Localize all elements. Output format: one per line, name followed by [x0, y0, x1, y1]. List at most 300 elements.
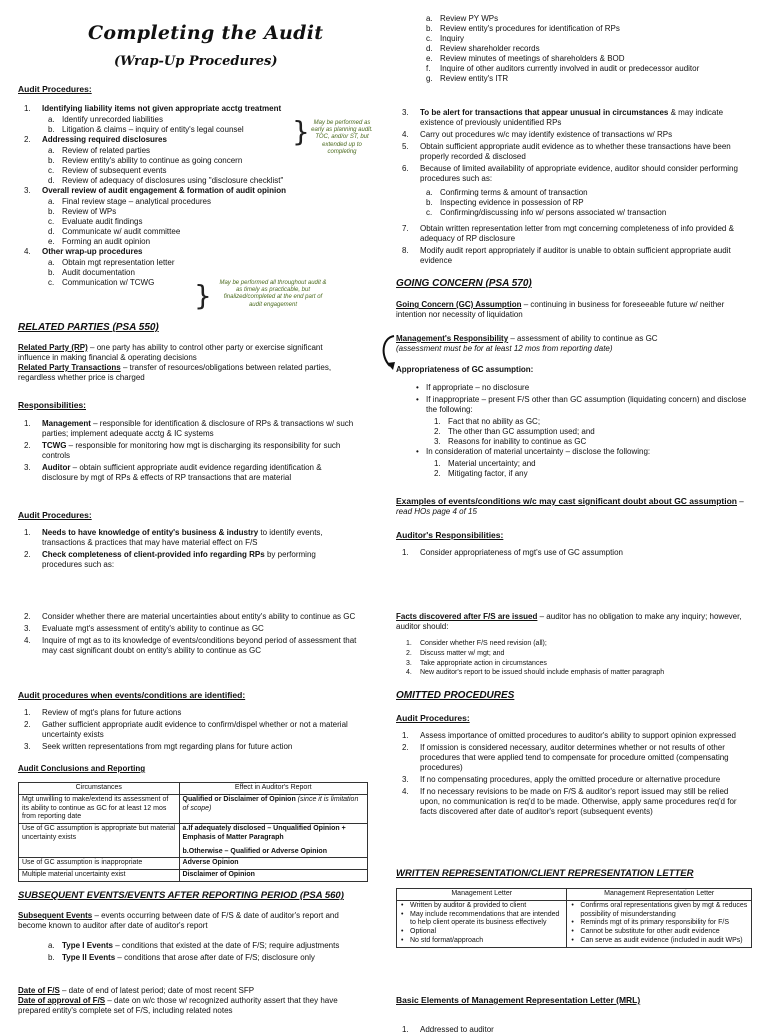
facts-discovered-list [396, 640, 748, 679]
document-subtitle: (Wrap-Up Procedures) [114, 54, 278, 69]
item-number: 3. [24, 624, 31, 633]
sub-list-item [18, 146, 298, 156]
document-title: Completing the Audit [88, 22, 324, 44]
bullet-icon: • [571, 901, 574, 909]
item-number: 3. [24, 463, 31, 472]
item-bold-text: Type I Events [62, 941, 113, 950]
item-letter: b. [48, 268, 55, 277]
list-item [18, 419, 358, 439]
list-item [18, 612, 358, 622]
table-row [19, 858, 368, 870]
list-item [396, 224, 748, 244]
sub-list-item [18, 217, 298, 227]
sub-list-item [396, 198, 748, 208]
item-number: 1. [406, 640, 412, 647]
rp-procedures-more [396, 108, 748, 186]
item-text: Because of limited availability of appropriate evidence, auditor should consider performing procedures such as: [420, 164, 738, 183]
item-text: Review minutes of meetings of shareholders & BOD [440, 54, 625, 63]
table-cell-note: (since it is limitation of scope) [182, 795, 359, 812]
table-header: Management Representation Letter [567, 889, 752, 901]
bullet-icon: • [571, 928, 574, 935]
item-letter: a. [48, 941, 55, 950]
item-text: Communicate w/ audit committee [62, 227, 181, 236]
representation-table [396, 888, 752, 948]
item-letter: c. [48, 278, 55, 287]
item-text: Other wrap-up procedures [42, 247, 143, 256]
responsibilities-list [18, 419, 358, 485]
audit-procedures-list-2 [18, 528, 358, 572]
table-bullet-item [570, 902, 748, 920]
item-bold-text: Management [42, 419, 91, 428]
item-letter: b. [426, 198, 433, 207]
item-text: Addressed to auditor [420, 1025, 494, 1034]
item-text: Final review stage – analytical procedures [62, 197, 211, 206]
item-text: Litigation & claims – inquiry of entity's legal counsel [62, 125, 244, 134]
bullet-icon: • [416, 447, 419, 456]
written-representation-heading: WRITTEN REPRESENTATION/CLIENT REPRESENTATION LETTER [396, 868, 694, 879]
item-text: Cannot be substitute for other audit evidence [580, 928, 720, 935]
sub-list-item [396, 417, 748, 427]
right-column [396, 0, 752, 1034]
sub-list-item [396, 459, 748, 469]
table-row [19, 870, 368, 882]
item-text: Review shareholder records [440, 44, 540, 53]
item-bold-text: Check completeness of client-provided info regarding RPs [42, 550, 265, 559]
rp-def: – one party has ability to control other party or exercise significant influence in making financial & operating decisions [18, 343, 323, 362]
item-number: 1. [24, 419, 31, 428]
item-text: If inappropriate – present F/S other than GC assumption (liquidating concern) and disclose the following: [426, 395, 747, 414]
item-letter: c. [48, 166, 55, 175]
list-item [18, 941, 363, 951]
sub-list-item [396, 24, 746, 34]
table-cell: Mgt unwilling to make/extend its assessment of its ability to continue as GC for at least 12 mos from reporting date [19, 794, 180, 823]
examples-term: Examples of events/conditions w/c may cast significant doubt about GC assumption [396, 496, 738, 506]
examples-note: – read HOs page 4 of 15 [396, 497, 744, 516]
item-number: 1. [402, 731, 409, 740]
responsibilities-heading: Responsibilities: [18, 400, 87, 410]
item-letter: a. [48, 197, 55, 206]
list-item [396, 108, 748, 128]
item-number: 3. [402, 108, 409, 117]
item-letter: c. [48, 217, 55, 226]
bullet-item [396, 447, 748, 457]
item-text: Written by auditor & provided to client [410, 901, 527, 909]
sub-list-item [18, 166, 298, 176]
rpt-def: – transfer of resources/obligations between related parties, regardless whether price is charged [18, 363, 332, 382]
item-text: Communication w/ TCWG [62, 278, 155, 287]
item-text: Review of WPs [62, 207, 117, 216]
item-letter: d. [48, 176, 55, 185]
omitted-procedures-heading: OMITTED PROCEDURES [396, 690, 515, 701]
bullet-icon: • [401, 901, 404, 909]
table-cell: Multiple material uncertainty exist [19, 870, 180, 882]
auditors-responsibility-item [396, 548, 760, 558]
item-text: Consider whether F/S need revision (all); [420, 640, 547, 647]
omitted-audit-procedures-heading: Audit Procedures: [396, 713, 470, 723]
sub-list-item [18, 237, 298, 247]
table-header: Effect in Auditor's Report [179, 783, 367, 795]
list-item [18, 742, 358, 752]
item-letter: a. [48, 146, 55, 155]
item-number: 1. [402, 548, 409, 557]
list-item [396, 164, 748, 184]
list-item [18, 528, 358, 548]
item-text: Identify unrecorded liabilities [62, 115, 163, 124]
sub-list-item [18, 197, 298, 207]
bullet-icon: • [416, 383, 419, 392]
item-number: 2. [24, 612, 31, 621]
wrapup-list [18, 104, 298, 288]
sub-list-item [18, 115, 298, 125]
item-text: – obtain sufficient appropriate audit evidence regarding identification & disclosure by mgt of RPs & effects of RP transactions that are material [42, 463, 322, 482]
item-number: 3. [402, 775, 409, 784]
item-letter: d. [426, 44, 433, 53]
mr-term: Management's Responsibility [396, 334, 509, 343]
list-item [396, 731, 748, 741]
item-text: If no necessary revisions to be made on F/S & auditor's report issued may still be relied upon, no communication is req'd to be made. Otherwise, apply same procedures req'd for facts discovered after date of auditor's report (subsequent events) [420, 787, 737, 816]
table-row [19, 794, 368, 823]
item-text: by performing procedures such as: [42, 550, 316, 569]
table-bullet-item [570, 937, 748, 946]
item-text: Discuss matter w/ mgt; and [420, 649, 505, 657]
table-cell-strong: b.Otherwise – Qualified or Adverse Opinion [182, 847, 327, 855]
item-text: Obtain sufficient appropriate audit evidence as to whether these transactions have been properly recorded & disclosed [420, 142, 731, 161]
list-item [396, 775, 748, 785]
item-text: Review entity's procedures for identification of RPs [440, 24, 620, 33]
sub-list-item [18, 268, 298, 278]
item-letter: f. [426, 64, 431, 73]
item-letter: b. [48, 156, 55, 165]
list-item [18, 135, 298, 145]
table-header: Management Letter [397, 889, 567, 901]
item-number: 7. [402, 224, 409, 233]
table-bullet-item [400, 902, 563, 911]
mr-def: – assessment of ability to continue as GC [508, 334, 658, 343]
omitted-procedures-list [396, 731, 748, 819]
item-text: Review of related parties [62, 146, 151, 155]
table-row [19, 824, 368, 858]
item-letter: c. [426, 34, 433, 43]
subsequent-events-definition [18, 911, 363, 931]
list-item [396, 669, 748, 678]
sub-list-item [18, 125, 298, 135]
item-text: Gather sufficient appropriate audit evidence to confirm/dispel whether or not a material uncertainty exists [42, 720, 348, 739]
sub-list-item [396, 54, 746, 64]
item-letter: e. [426, 54, 433, 63]
item-text: Assess importance of omitted procedures to auditor's ability to support opinion expressed [420, 731, 736, 740]
audit-conclusions-heading: Audit Conclusions and Reporting [18, 764, 146, 773]
item-bold-text: TCWG [42, 441, 67, 450]
item-text: Review of adequacy of disclosures using "disclosure checklist" [62, 176, 284, 185]
facts-discovered [396, 612, 748, 632]
table-cell: Adverse Opinion [179, 858, 367, 870]
dates-definitions [18, 986, 363, 1016]
sub-list-item [396, 74, 746, 84]
list-item [18, 720, 358, 740]
item-text: If omission is considered necessary, auditor determines whether or not results of other procedures that were applied tend to compensate for procedure omitted (compensating procedures) [420, 743, 729, 772]
audit-procedures-events-list [18, 708, 358, 754]
table-cell: Use of GC assumption is appropriate but material uncertainty exists [19, 824, 180, 858]
sub-list-item [396, 64, 746, 74]
item-number: 2. [434, 469, 441, 478]
auditors-responsibilities-heading: Auditor's Responsibilities: [396, 530, 504, 540]
item-text: Can serve as audit evidence (included in audit WPs) [580, 936, 743, 944]
table-cell [179, 824, 367, 858]
brace-icon: } [292, 115, 310, 148]
item-text: Review of mgt's plans for future actions [42, 708, 182, 717]
brace-icon: } [194, 279, 212, 312]
audit-procedures-events-heading: Audit procedures when events/conditions are identified: [18, 690, 246, 700]
item-letter: b. [426, 24, 433, 33]
item-number: 4. [24, 636, 31, 645]
list-item [396, 650, 748, 659]
item-text: Review PY WPs [440, 14, 499, 23]
item-number: 8. [402, 246, 409, 255]
audit-procedures-heading-2: Audit Procedures: [18, 510, 92, 520]
mrl-heading: Basic Elements of Management Representation Letter (MRL) [396, 995, 641, 1005]
bullet-item [396, 383, 748, 393]
sub-list-item [396, 44, 746, 54]
item-number: 5. [402, 142, 409, 151]
item-text: Review of subsequent events [62, 166, 167, 175]
item-bold-text: To be alert for transactions that appear unusual in circumstances [420, 108, 669, 117]
item-text: Optional [410, 928, 437, 935]
item-text: Inquire of other auditors currently involved in audit or predecessor auditor [440, 64, 700, 73]
item-number: 4. [24, 247, 31, 256]
rp-procedures-six-subs [396, 188, 748, 218]
going-concern-heading: GOING CONCERN (PSA 570) [396, 278, 532, 289]
item-text: – conditions that arose after date of F/S; disclosure only [115, 953, 315, 962]
fd-term: Facts discovered after F/S are issued [396, 612, 538, 621]
bullet-icon: • [416, 395, 419, 404]
gc-def: – continuing in business for foreseeable future w/ neither intention nor necessity of liquidation [396, 300, 725, 319]
list-item [396, 787, 748, 817]
item-number: 1. [24, 528, 31, 537]
item-number: 1. [434, 459, 441, 468]
item-number: 1. [24, 104, 31, 113]
list-item [18, 463, 358, 483]
item-text: Forming an audit opinion [62, 237, 151, 246]
item-text: Review entity's ability to continue as going concern [62, 156, 243, 165]
item-text: Review entity's ITR [440, 74, 509, 83]
item-text: Seek written representations from mgt regarding plans for future action [42, 742, 293, 751]
list-item [18, 104, 298, 114]
item-text: Obtain mgt representation letter [62, 258, 175, 267]
item-text: Evaluate audit findings [62, 217, 143, 226]
item-number: 1. [24, 708, 31, 717]
item-number: 4. [402, 130, 409, 139]
item-text: Consider whether there are material uncertainties about entity's ability to continue as GC [42, 612, 356, 621]
se-def: – events occurring between date of F/S & date of auditor's report and become known to auditor after date of auditor's report [18, 911, 339, 930]
item-number: 2. [24, 135, 31, 144]
item-number: 3. [406, 659, 412, 667]
item-text: If appropriate – no disclosure [426, 383, 530, 392]
table-cell [567, 900, 752, 947]
date-approval-def: – date on w/c those w/ recognized authority assert that they have prepared entity's complete set of F/S, including related notes [18, 996, 338, 1015]
table-bullet-item [570, 919, 748, 928]
list-item [18, 550, 358, 570]
item-text: Fact that no ability as GC; [448, 417, 541, 426]
item-text: No std format/approach [410, 936, 484, 944]
list-item [396, 246, 748, 266]
item-text: – responsible for identification & disclosure of RPs & transactions w/ such parties; implement adequate acctg & IC systems [42, 419, 354, 438]
gc-term: Going Concern (GC) Assumption [396, 300, 522, 309]
item-number: 2. [24, 720, 31, 729]
item-text: Inspecting evidence in possession of RP [440, 198, 584, 207]
table-header: Circumstances [19, 783, 180, 795]
item-bold-text: Auditor [42, 463, 71, 472]
item-text: Material uncertainty; and [448, 459, 536, 468]
list-item [18, 441, 358, 461]
sub-list-item [396, 437, 748, 447]
item-letter: e. [48, 237, 55, 246]
table-cell: Disclaimer of Opinion [179, 870, 367, 882]
item-text: Audit documentation [62, 268, 135, 277]
sub-list-item [18, 156, 298, 166]
item-letter: b. [48, 207, 55, 216]
item-number: 6. [402, 164, 409, 173]
item-text: New auditor's report to be issued should include emphasis of matter paragraph [420, 669, 665, 677]
table-cell [179, 794, 367, 823]
item-text: Reasons for inability to continue as GC [448, 437, 587, 446]
item-number: 1. [434, 417, 441, 426]
item-text: Confirming/discussing info w/ persons associated w/ transaction [440, 208, 667, 217]
item-text: Carry out procedures w/c may identify existence of transactions w/ RPs [420, 130, 673, 139]
appropriateness-list [396, 383, 748, 479]
list-item [396, 130, 748, 140]
table-bullet-item [400, 911, 563, 929]
subsequent-event-types [18, 941, 363, 965]
item-number: 3. [434, 437, 441, 446]
list-item [18, 708, 358, 718]
table-cell-strong: Qualified or Disclaimer of Opinion [182, 795, 296, 803]
item-text: In consideration of material uncertainty – disclose the following: [426, 447, 651, 456]
item-letter: a. [426, 188, 433, 197]
item-bold-text: Needs to have knowledge of entity's business & industry [42, 528, 259, 537]
se-term: Subsequent Events [18, 911, 93, 920]
item-text: Evaluate mgt's assessment of entity's ability to continue as GC [42, 624, 264, 633]
item-number: 3. [24, 186, 31, 195]
rp-procedures-last [396, 224, 748, 268]
mr-note: (assessment must be for at least 12 mos from reporting date) [396, 344, 613, 353]
date-approval-term: Date of approval of F/S [18, 996, 106, 1005]
appropriateness-heading: Appropriateness of GC assumption: [396, 365, 534, 374]
item-text: Consider appropriateness of mgt's use of GC assumption [420, 548, 623, 557]
item-text: Take appropriate action in circumstances [420, 659, 547, 667]
date-fs-def: – date of end of latest period; date of most recent SFP [59, 986, 255, 995]
bullet-item [396, 395, 748, 415]
sub-list-item [18, 176, 298, 186]
sub-list-item [396, 188, 748, 198]
sub-list-item [396, 208, 748, 218]
related-party-definition [18, 343, 338, 383]
item-letter: b. [48, 953, 55, 962]
gc-reporting-table [18, 782, 368, 882]
list-item [396, 640, 748, 649]
item-number: 4. [406, 669, 412, 677]
item-number: 1. [402, 1025, 409, 1034]
sub-list-item [396, 34, 746, 44]
list-item [396, 142, 748, 162]
rp-procedures-sublist [396, 14, 746, 84]
bullet-icon: • [571, 919, 574, 927]
item-text: – responsible for monitoring how mgt is discharging its responsibility for such controls [42, 441, 341, 460]
sub-list-item [18, 207, 298, 217]
related-parties-heading: RELATED PARTIES (PSA 550) [18, 322, 159, 333]
item-letter: a. [48, 115, 55, 124]
examples-heading [396, 496, 748, 517]
side-note-throughout: May be performed all throughout audit & as timely as practicable, but finalized/completed at the end part of audit engagement [219, 280, 327, 308]
side-note-early: May be performed as early as planning audit. TOC, and/or ST, but extended up to completing [311, 120, 373, 155]
audit-procedures-heading: Audit Procedures: [18, 84, 92, 94]
item-number: 2. [24, 441, 31, 450]
item-letter: a. [48, 258, 55, 267]
item-bold-text: Type II Events [62, 953, 116, 962]
gc-procedures-list [18, 612, 358, 658]
rpt-term: Related Party Transactions [18, 363, 121, 372]
item-text: The other than GC assumption used; and [448, 427, 595, 436]
list-item [18, 247, 298, 257]
table-bullet-item [400, 937, 563, 946]
management-responsibility [396, 334, 748, 354]
item-text: Confirms oral representations given by mgt & reduces possibility of misunderstanding [580, 901, 748, 918]
mrl-item [396, 1025, 760, 1035]
item-letter: a. [426, 14, 433, 23]
list-item [396, 743, 748, 773]
list-item [18, 636, 358, 656]
table-bullet-item [400, 928, 563, 937]
list-item [396, 660, 748, 669]
item-number: 2. [24, 550, 31, 559]
item-text: Overall review of audit engagement & formation of audit opinion [42, 186, 287, 195]
table-cell [397, 900, 567, 947]
list-item [18, 624, 358, 634]
item-text: Obtain written representation letter from mgt concerning completeness of info provided & adequacy of RP disclosure [420, 224, 734, 243]
item-text: to identify events, transactions & practices that may have material effect on F/S [42, 528, 323, 547]
date-fs-term: Date of F/S [18, 986, 60, 995]
table-bullet-item [570, 928, 748, 937]
list-item [18, 186, 298, 196]
fd-def: – auditor has no obligation to make any inquiry; however, auditor should: [396, 612, 742, 631]
sub-list-item [396, 14, 746, 24]
item-text: & may indicate existence of previously unidentified RPs [420, 108, 724, 127]
item-text: Reminds mgt of its primary responsibility for F/S [580, 919, 729, 927]
item-text: Inquiry [440, 34, 465, 43]
item-letter: b. [48, 125, 55, 134]
item-letter: g. [426, 74, 433, 83]
item-text: May include recommendations that are intended to help client operate its business effectively [410, 910, 560, 927]
list-item [18, 953, 363, 963]
gc-assumption-definition [396, 300, 748, 320]
item-letter: c. [426, 208, 433, 217]
item-text: – conditions that existed at the date of F/S; require adjustments [112, 941, 340, 950]
item-number: 2. [406, 649, 412, 657]
sub-list-item [396, 469, 748, 479]
subsequent-events-heading: SUBSEQUENT EVENTS/EVENTS AFTER REPORTING PERIOD (PSA 560) [18, 890, 344, 901]
bullet-icon: • [401, 910, 404, 918]
item-text: Mitigating factor, if any [448, 469, 528, 478]
item-number: 2. [402, 743, 409, 752]
bullet-icon: • [401, 928, 404, 935]
rp-term: Related Party (RP) [18, 343, 88, 352]
item-text: Addressing required disclosures [42, 135, 167, 144]
sub-list-item [18, 227, 298, 237]
table-row [397, 900, 752, 947]
sub-list-item [18, 258, 298, 268]
item-number: 3. [24, 742, 31, 751]
item-text: If no compensating procedures, apply the omitted procedure or alternative procedure [420, 775, 721, 784]
item-number: 2. [434, 427, 441, 436]
